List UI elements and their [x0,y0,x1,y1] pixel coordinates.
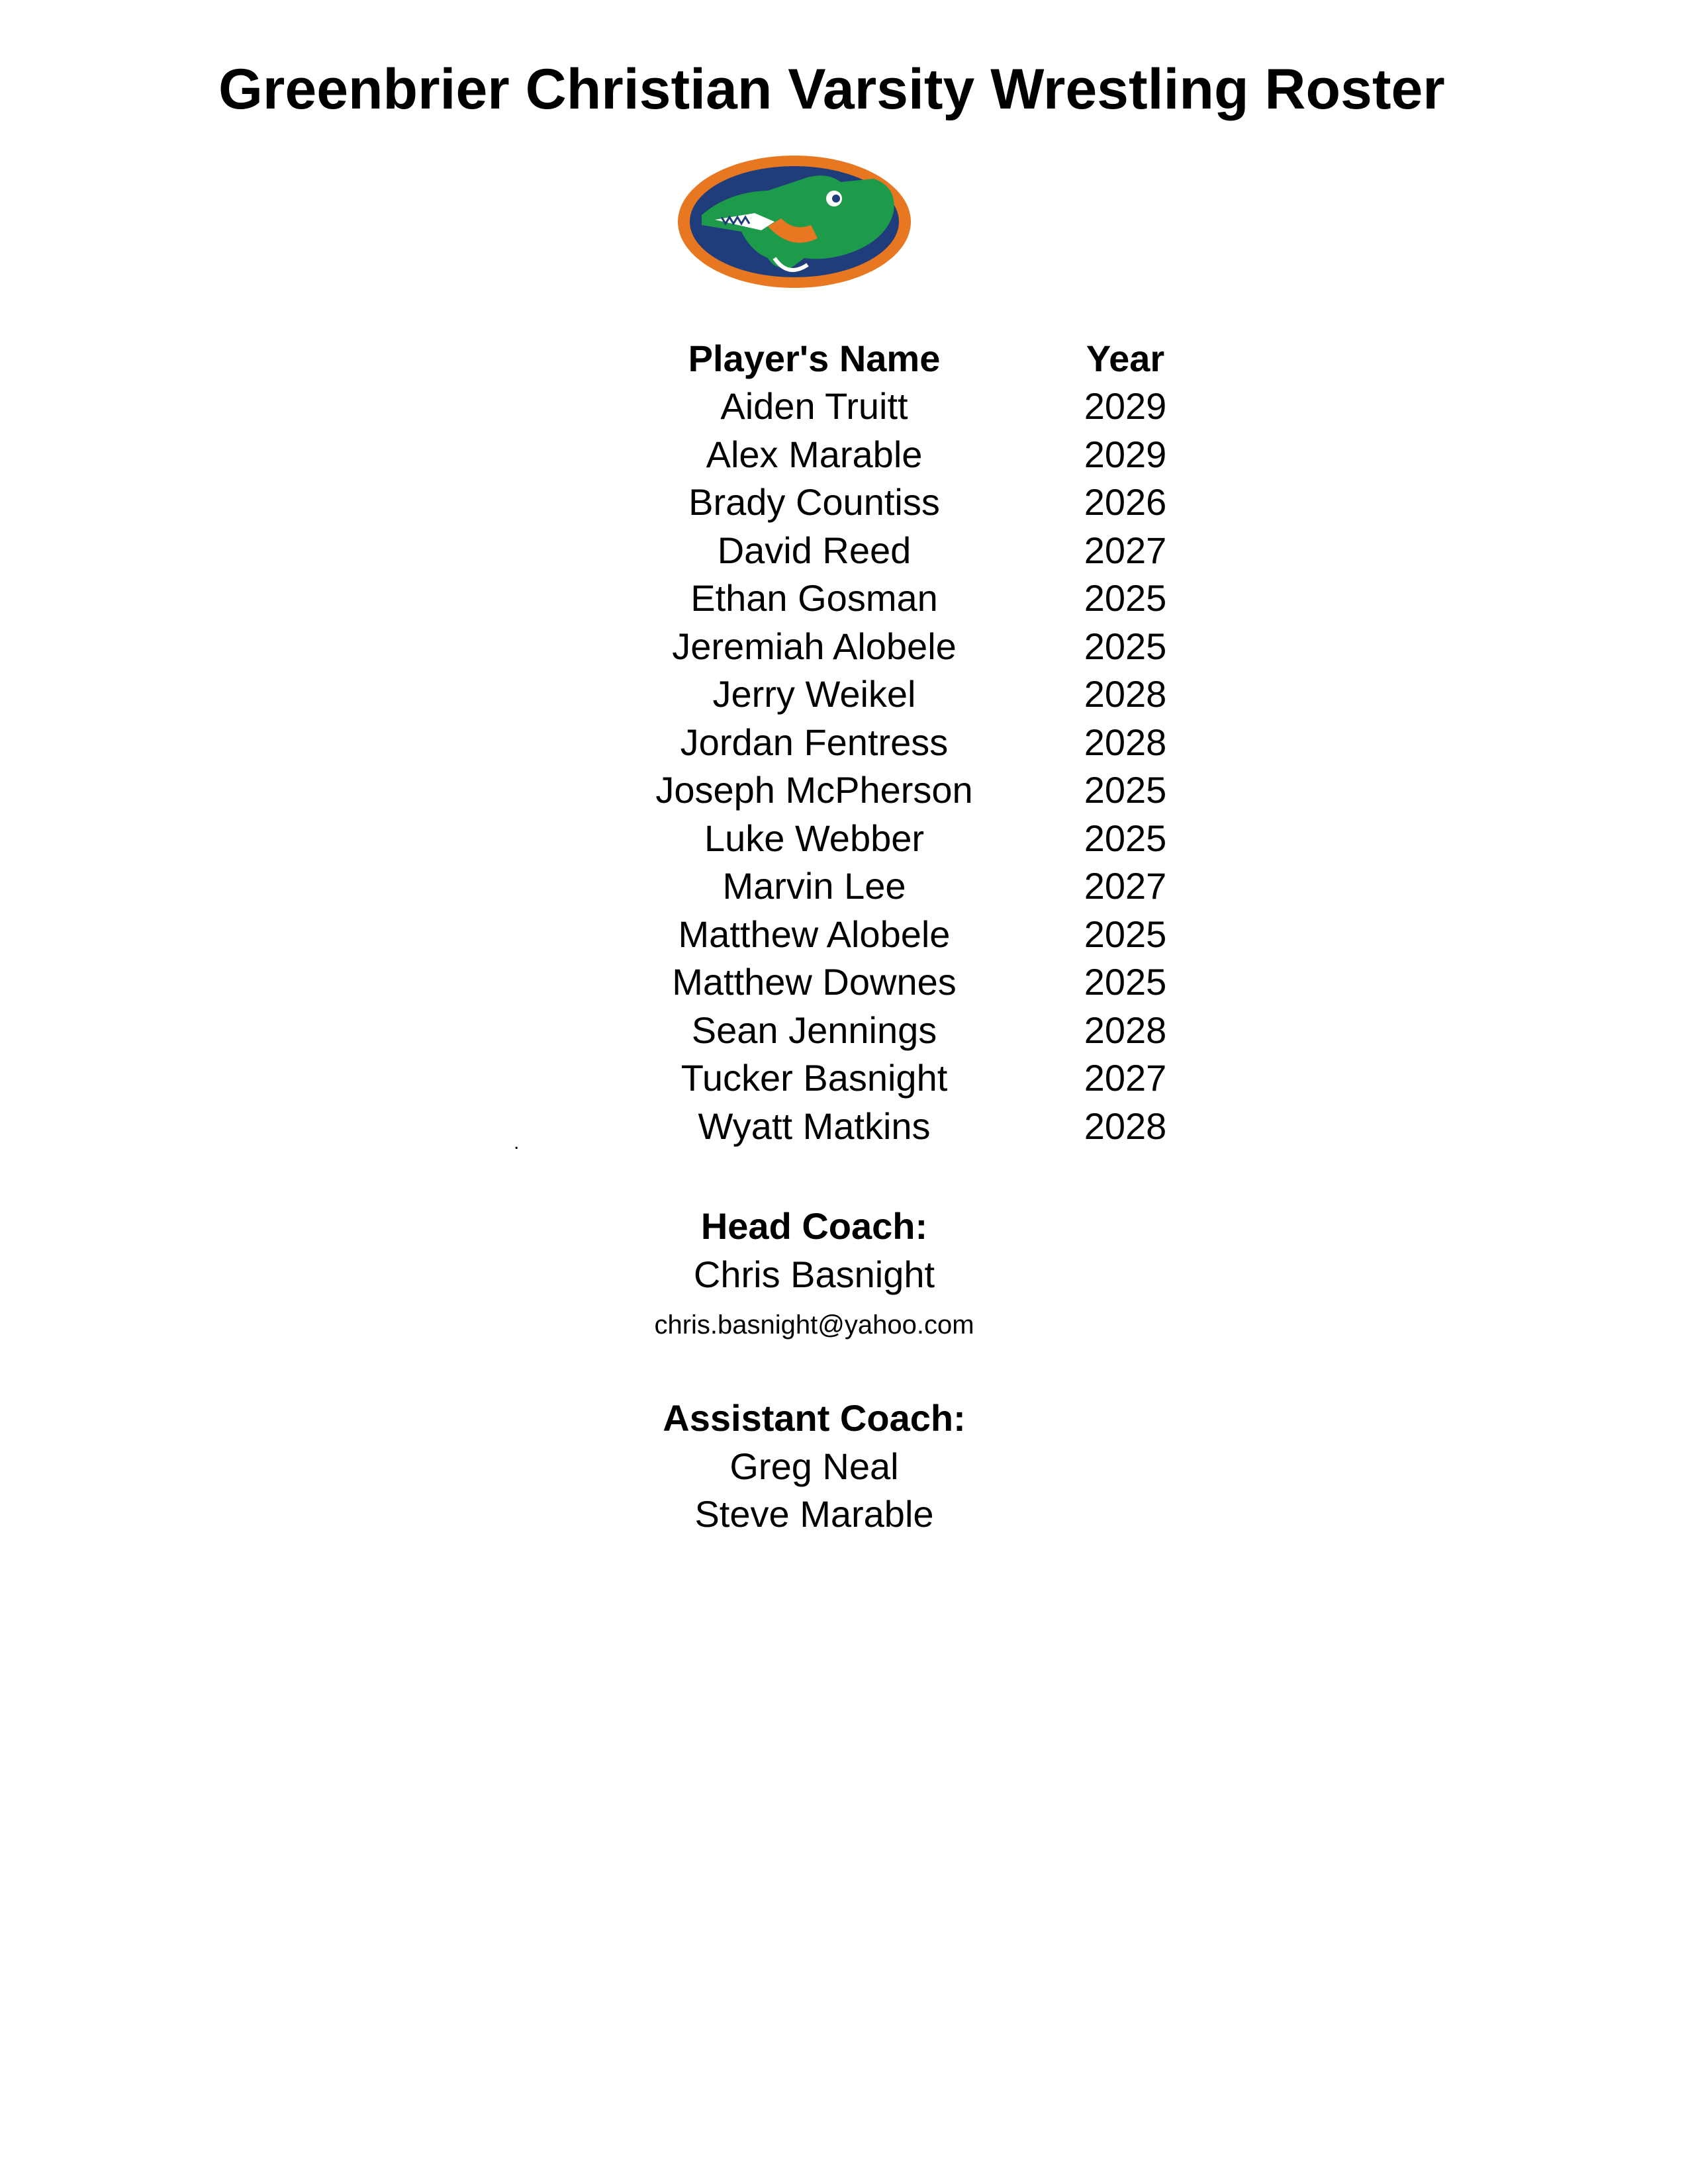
player-name: Luke Webber [704,817,925,859]
page-title: Greenbrier Christian Varsity Wrestling Roster [218,58,1445,121]
head-coach-section [616,1203,1013,1345]
table-row [616,670,1211,719]
player-name: Wyatt Matkins [698,1105,931,1147]
player-name: Aiden Truitt [720,385,908,428]
player-year: 2025 [1084,817,1167,859]
table-row [616,1102,1211,1150]
player-name: Matthew Alobele [678,913,951,955]
player-name: Jeremiah Alobele [672,625,957,667]
table-row [616,622,1211,670]
player-name: Marvin Lee [722,865,906,907]
head-coach-email: chris.basnight@yahoo.com [654,1310,974,1340]
player-year: 2028 [1084,1009,1167,1051]
player-name: Ethan Gosman [690,577,938,619]
player-name: Joseph McPherson [655,769,973,811]
player-name: Jordan Fentress [680,721,949,763]
player-year: 2028 [1084,673,1167,715]
table-row [616,478,1211,527]
gator-logo-icon [675,152,914,291]
player-year: 2029 [1084,433,1167,475]
player-name: Alex Marable [706,433,923,475]
year-column-header: Year [1086,337,1165,379]
player-year: 2028 [1084,721,1167,763]
player-year: 2025 [1084,625,1167,667]
table-row [616,574,1211,623]
player-name: Jerry Weikel [712,673,916,715]
assistant-coach-name: Greg Neal [729,1445,899,1487]
table-row [616,862,1211,911]
assistant-coach-name: Steve Marable [694,1493,934,1535]
player-name: Brady Countiss [688,481,940,523]
head-coach-label: Head Coach: [700,1205,928,1247]
head-coach-name: Chris Basnight [693,1253,935,1295]
player-year: 2028 [1084,1105,1167,1147]
player-name: Tucker Basnight [680,1057,948,1099]
player-year: 2027 [1084,529,1167,571]
table-row [616,1006,1211,1054]
table-row [616,1054,1211,1103]
player-name: David Reed [717,529,912,571]
player-year: 2027 [1084,865,1167,907]
stray-mark: . [514,1132,520,1154]
table-row [616,526,1211,574]
roster-table [616,334,1211,1150]
player-year: 2025 [1084,577,1167,619]
player-year: 2025 [1084,913,1167,955]
table-row [616,958,1211,1007]
name-column-header: Player's Name [688,337,941,379]
roster-header-row [616,334,1211,383]
table-row [616,383,1211,431]
table-row [616,766,1211,815]
player-year: 2027 [1084,1057,1167,1099]
player-name: Sean Jennings [691,1009,937,1051]
player-name: Matthew Downes [672,961,957,1003]
player-year: 2025 [1084,769,1167,811]
player-year: 2025 [1084,961,1167,1003]
table-row [616,718,1211,766]
assistant-coach-label: Assistant Coach: [663,1397,966,1439]
assistant-coach-section [616,1394,1013,1539]
table-row [616,814,1211,862]
player-year: 2026 [1084,481,1167,523]
table-row [616,430,1211,478]
table-row [616,910,1211,958]
player-year: 2029 [1084,385,1167,428]
